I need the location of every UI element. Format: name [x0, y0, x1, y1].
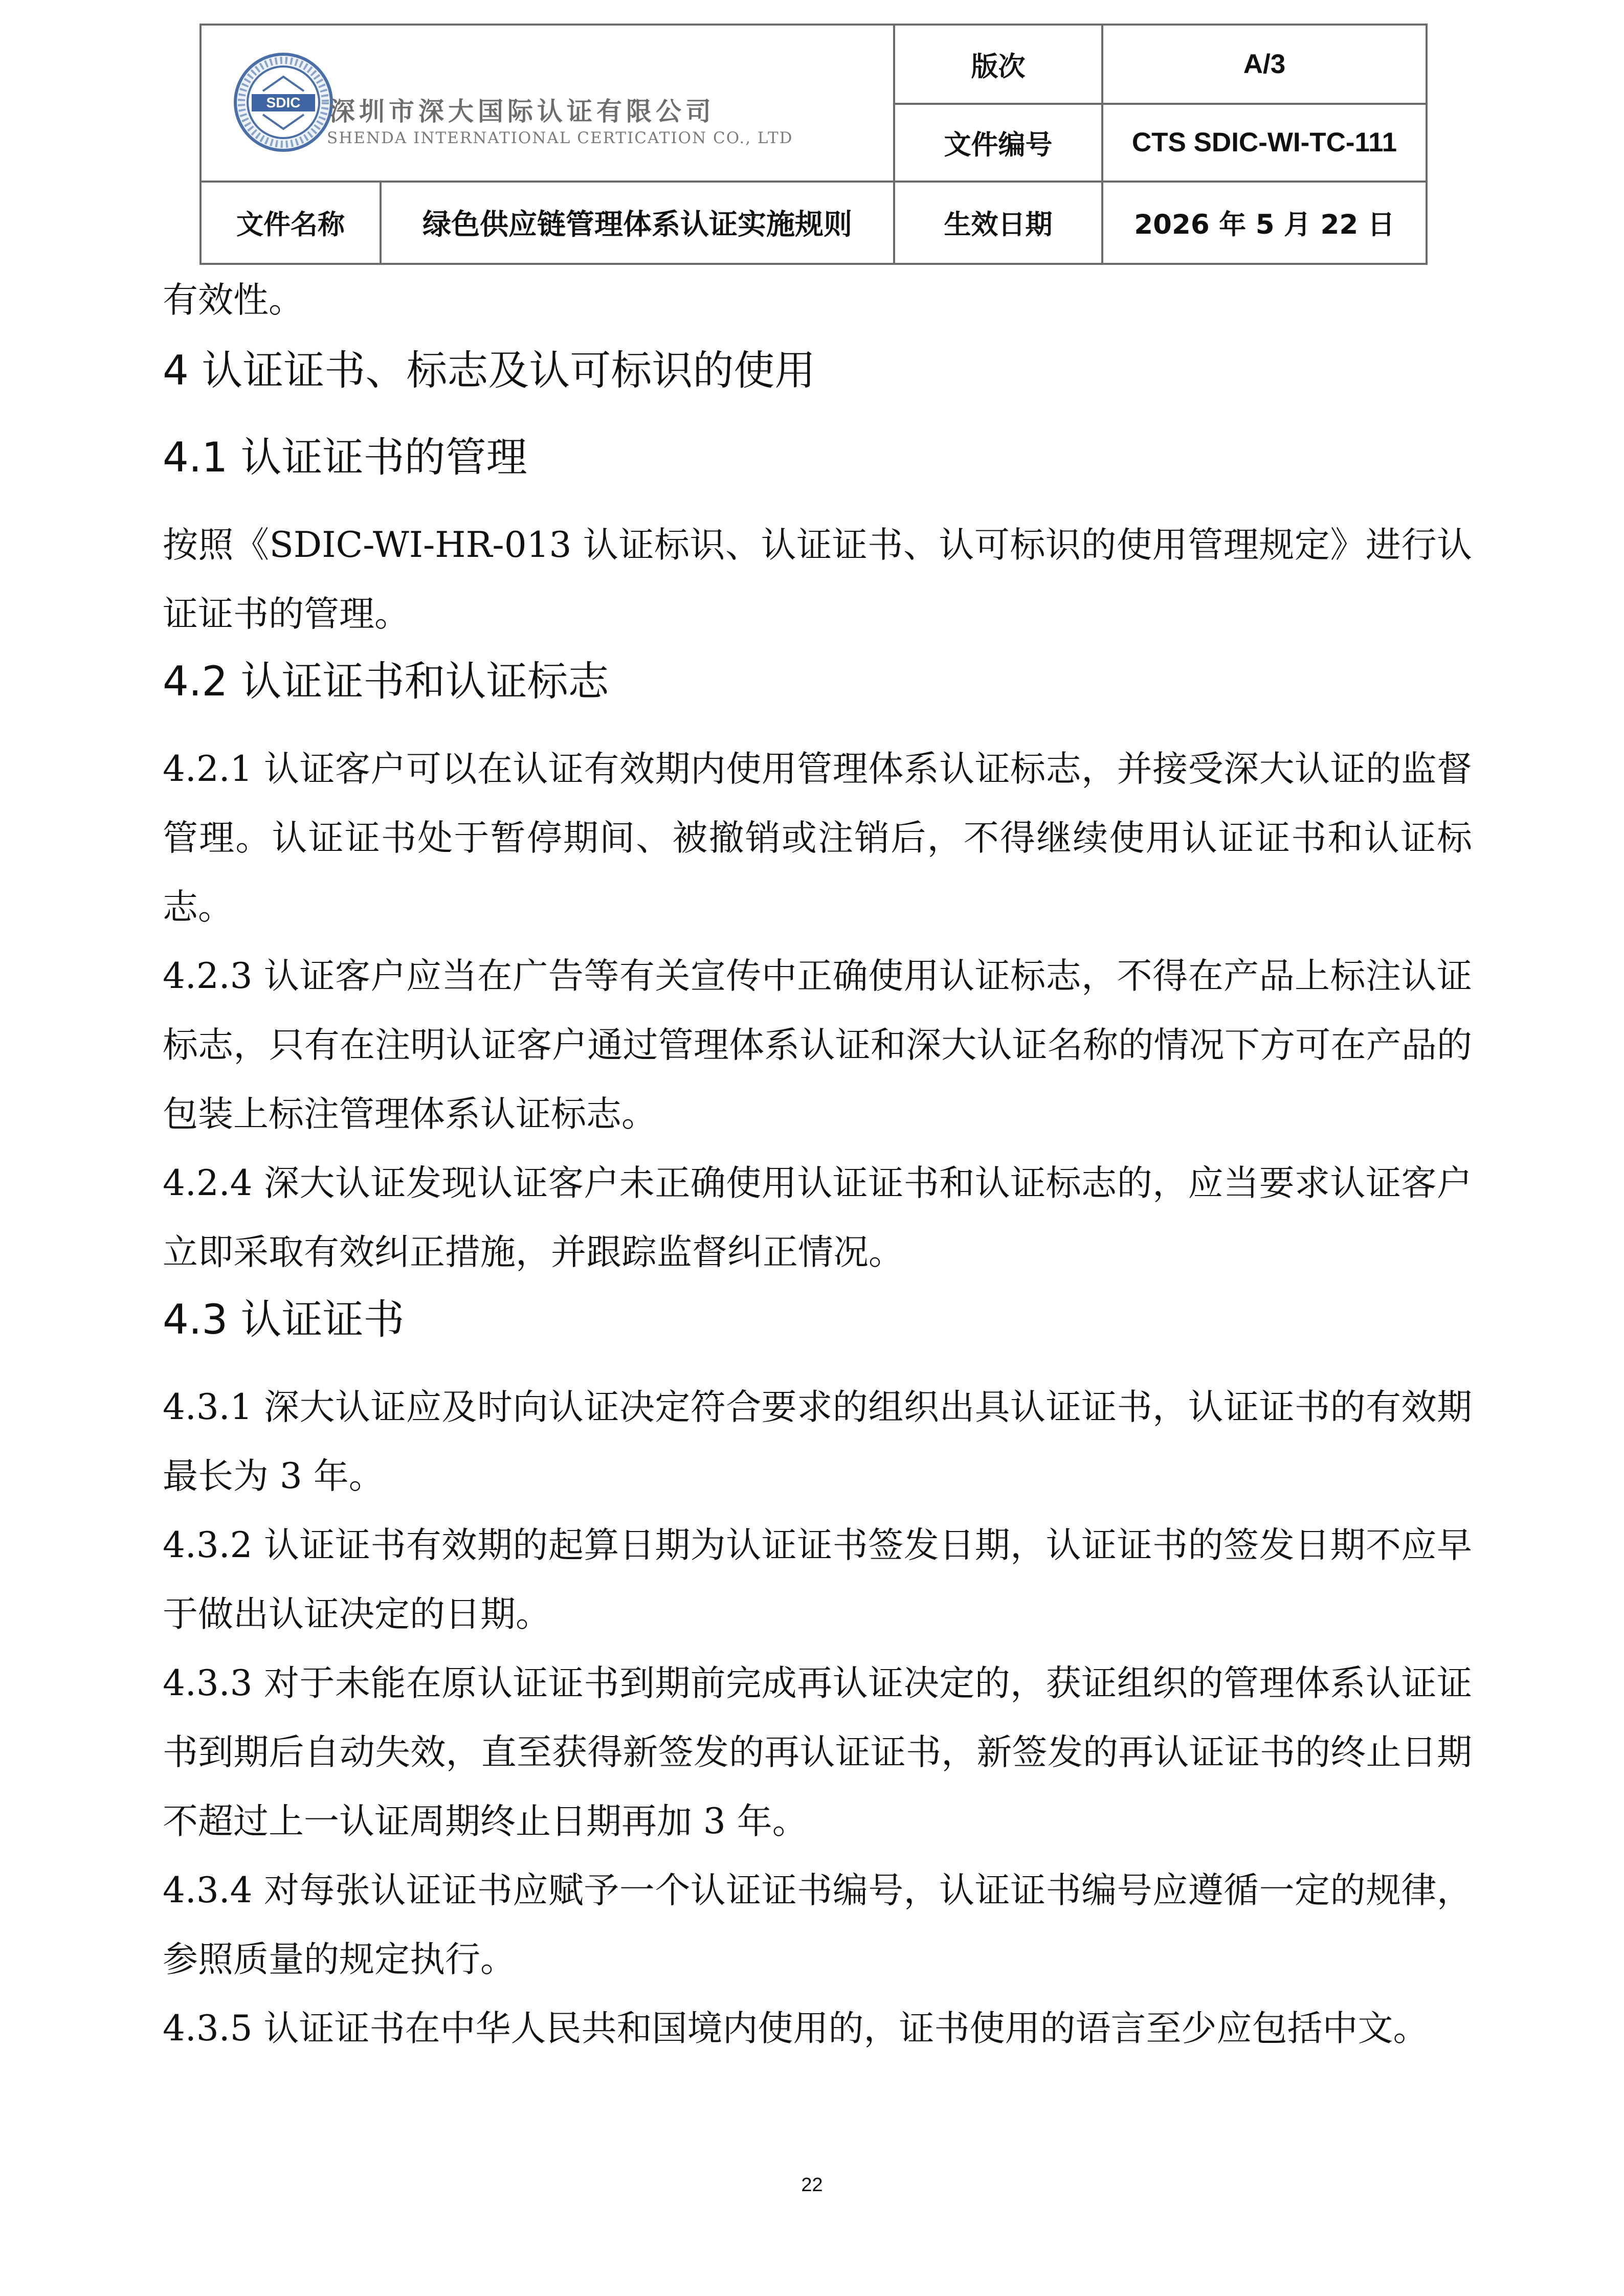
document-body	[163, 266, 1472, 2063]
effective-date-label: 生效日期	[894, 182, 1102, 264]
section-heading-4-3: 4.3 认证证书	[163, 1296, 405, 1343]
document-header-table	[199, 24, 1428, 265]
sdic-seal-icon	[232, 51, 335, 153]
paragraph-4-3-5: 4.3.5 认证证书在中华人民共和国境内使用的，证书使用的语言至少应包括中文。	[163, 2008, 1429, 2049]
paragraph-4-3-3: 4.3.3 对于未能在原认证证书到期前完成再认证决定的，获证组织的管理体系认证证书到期后自动失效，直至获得新签发的再认证证书，新签发的再认证证书的终止日期不超过上一认证周期终止日期再加 3 年。	[163, 1663, 1472, 1842]
paragraph-4-1: 按照《SDIC-WI-HR-013 认证标识、认证证书、认可标识的使用管理规定》进行认证证书的管理。	[163, 525, 1472, 635]
effective-date-value: 2026 年 5 月 22 日	[1102, 182, 1427, 264]
paragraph-4-3-2: 4.3.2 认证证书有效期的起算日期为认证证书签发日期，认证证书的签发日期不应早于做出认证决定的日期。	[163, 1525, 1472, 1635]
company-name-en: SHENDA INTERNATIONAL CERTICATION CO., LTD	[327, 129, 793, 147]
paragraph-4-2-4: 4.2.4 深大认证发现认证客户未正确使用认证证书和认证标志的，应当要求认证客户立即采取有效纠正措施，并跟踪监督纠正情况。	[163, 1163, 1472, 1273]
doc-name-label: 文件名称	[201, 182, 381, 264]
company-logo	[232, 51, 892, 169]
version-value: A/3	[1102, 25, 1427, 104]
paragraph-continuation: 有效性。	[163, 280, 304, 321]
doc-number-label: 文件编号	[894, 104, 1102, 181]
section-heading-4: 4 认证证书、标志及认可标识的使用	[163, 347, 816, 394]
paragraph-4-3-1: 4.3.1 深大认证应及时向认证决定符合要求的组织出具认证证书，认证证书的有效期最长为 3 年。	[163, 1387, 1472, 1497]
page-number: 22	[801, 2174, 823, 2196]
section-heading-4-2: 4.2 认证证书和认证标志	[163, 658, 609, 705]
company-logo-cell	[201, 25, 894, 182]
paragraph-4-3-4: 4.3.4 对每张认证证书应赋予一个认证证书编号，认证证书编号应遵循一定的规律，参照质量的规定执行。	[163, 1870, 1472, 1980]
section-heading-4-1: 4.1 认证证书的管理	[163, 434, 527, 481]
doc-name-value: 绿色供应链管理体系认证实施规则	[381, 182, 894, 264]
logo-text: SDIC	[266, 95, 301, 110]
version-label: 版次	[894, 25, 1102, 104]
company-name-cn: 深圳市深大国际认证有限公司	[329, 96, 715, 126]
paragraph-4-2-1: 4.2.1 认证客户可以在认证有效期内使用管理体系认证标志，并接受深大认证的监督管理。认证证书处于暂停期间、被撤销或注销后，不得继续使用认证证书和认证标志。	[163, 749, 1472, 928]
paragraph-4-2-3: 4.2.3 认证客户应当在广告等有关宣传中正确使用认证标志，不得在产品上标注认证标志，只有在注明认证客户通过管理体系认证和深大认证名称的情况下方可在产品的包装上标注管理体系认证标志。	[163, 956, 1472, 1135]
doc-number-value: CTS SDIC-WI-TC-111	[1102, 104, 1427, 181]
